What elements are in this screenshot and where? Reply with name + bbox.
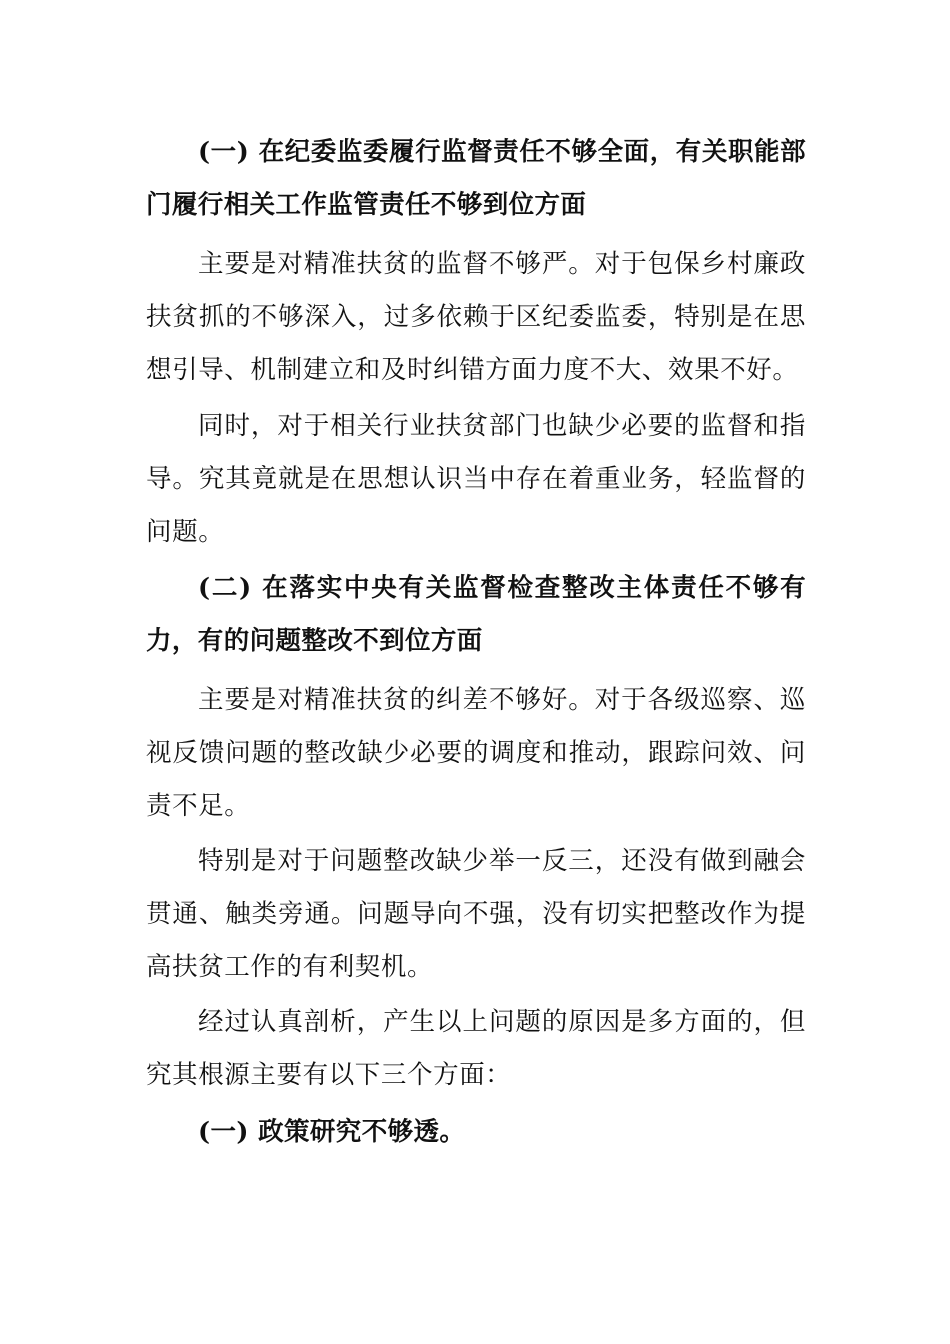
body-paragraph-4: 特别是对于问题整改缺少举一反三，还没有做到融会贯通、触类旁通。问题导向不强，没有切实把整改作为提高扶贫工作的有利契机。 — [146, 846, 806, 982]
body-paragraph-2: 同时，对于相关行业扶贫部门也缺少必要的监督和指导。究其竟就是在思想认识当中存在着重业务，轻监督的问题。 — [146, 411, 806, 547]
body-paragraph-1: 主要是对精准扶贫的监督不够严。对于包保乡村廉政扶贫抓的不够深入，过多依赖于区纪委监委，特别是在思想引导、机制建立和及时纠错方面力度不大、效果不好。 — [146, 249, 806, 385]
section-heading-2: (二) 在落实中央有关监督检查整改主体责任不够有力，有的问题整改不到位方面 — [146, 573, 806, 656]
body-paragraph-5: 经过认真剖析，产生以上问题的原因是多方面的，但究其根源主要有以下三个方面： — [146, 1007, 806, 1090]
section-heading-3: (一) 政策研究不够透。 — [198, 1117, 466, 1147]
section-heading-1: (一) 在纪委监委履行监督责任不够全面，有关职能部门履行相关工作监管责任不够到位方面 — [146, 137, 806, 220]
body-paragraph-3: 主要是对精准扶贫的纠差不够好。对于各级巡察、巡视反馈问题的整改缺少必要的调度和推动，跟踪问效、问责不足。 — [146, 685, 806, 821]
